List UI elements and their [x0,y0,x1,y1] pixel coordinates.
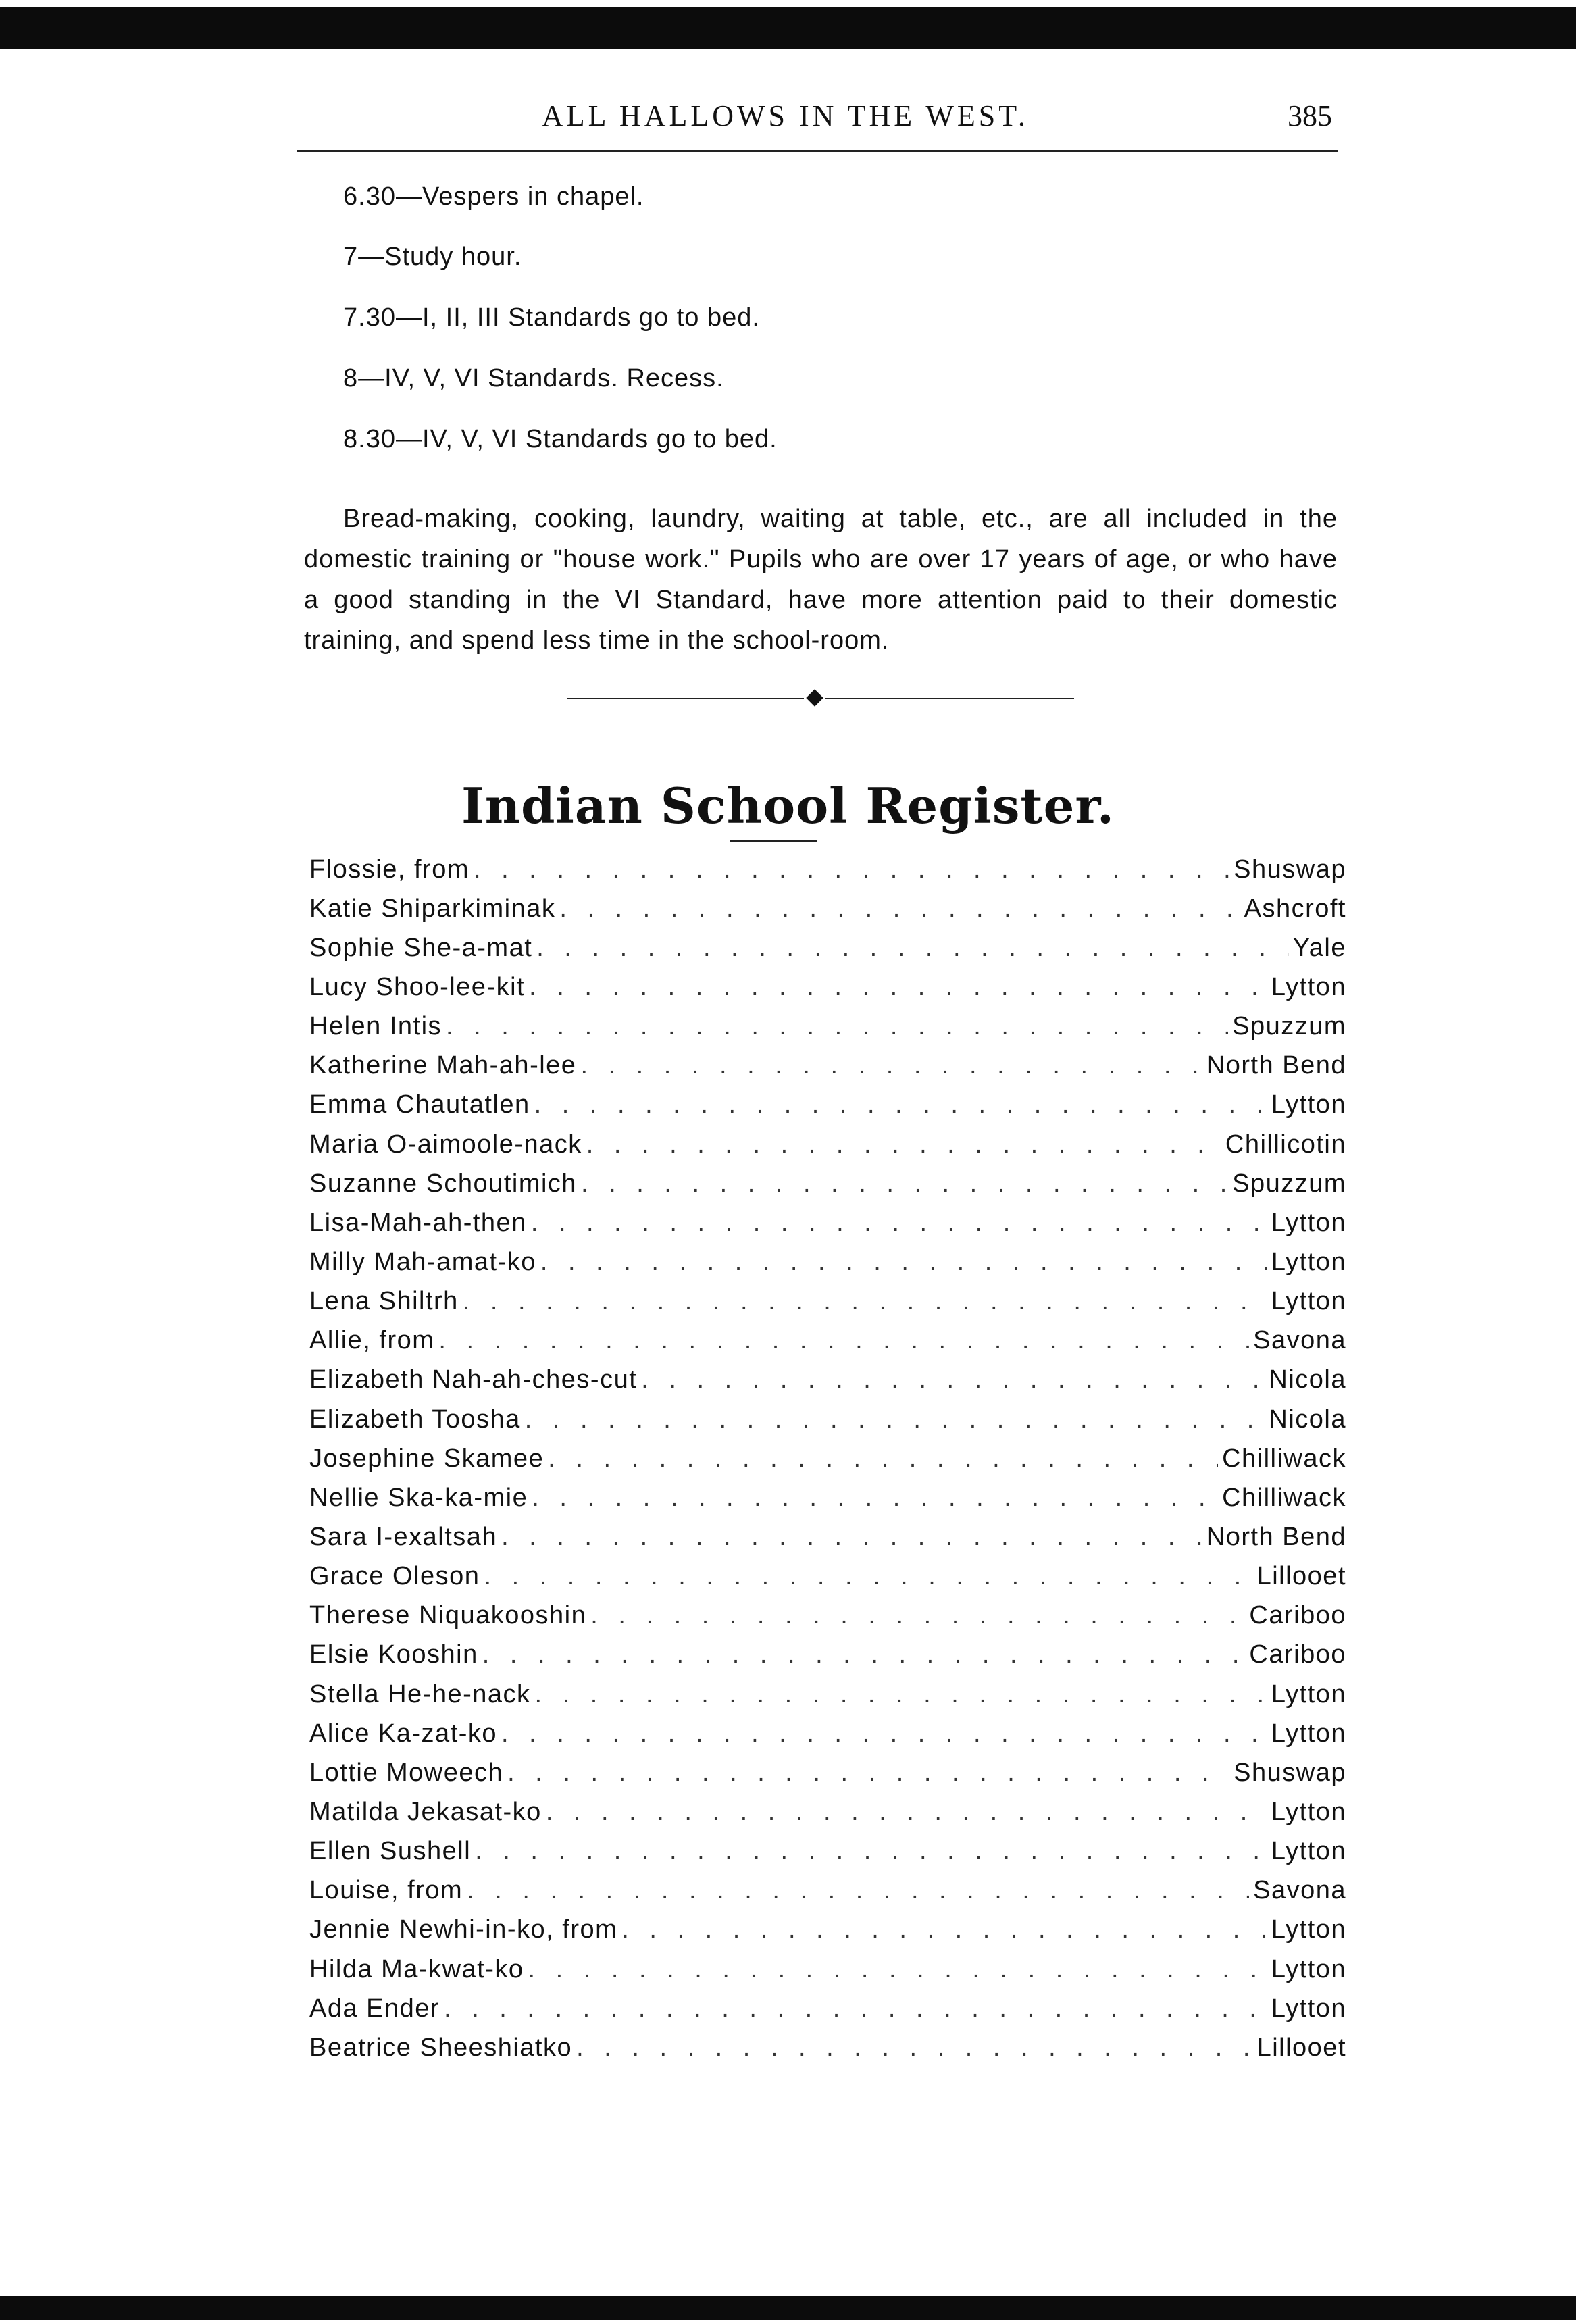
home-place: Chillicotin [1225,1130,1346,1159]
schedule-line: 7.30—I, II, III Standards go to bed. [343,303,760,332]
student-name: Elizabeth Toosha [309,1405,521,1434]
home-place: Lytton [1271,1915,1346,1944]
dot-leader [467,1876,1249,1905]
register-entry [309,1478,1346,1517]
register-entry [309,1832,1346,1871]
student-name: Lena Shiltrh [309,1287,459,1316]
schedule-line: 6.30—Vespers in chapel. [343,182,644,211]
home-place: Lytton [1271,1090,1346,1119]
divider-right-line [825,698,1074,699]
dot-leader [532,1484,1218,1513]
schedule-line: 8—IV, V, VI Standards. Recess. [343,364,724,393]
dot-leader [548,1444,1218,1473]
home-place: North Bend [1206,1051,1346,1080]
dot-leader [531,1209,1267,1238]
bottom-scan-border [0,2296,1576,2320]
home-place: Lytton [1271,1208,1346,1237]
home-place: Savona [1253,1876,1346,1905]
register-heading: Indian School Register. [461,777,1115,834]
dot-leader [444,1994,1267,2023]
dot-leader [446,1012,1228,1041]
dot-leader [474,855,1229,884]
register-entry [309,1361,1346,1400]
heading-rule [730,840,817,842]
student-name: Maria O-aimoole-nack [309,1130,582,1159]
dot-leader [463,1287,1267,1316]
home-place: Spuzzum [1232,1169,1346,1198]
register-entry [309,1989,1346,2028]
dot-leader [621,1915,1267,1944]
home-place: Lillooet [1256,1562,1346,1591]
register-entry [309,1125,1346,1164]
paragraph-text: Bread-making, cooking, laundry, waiting at table, etc., are all included in the domestic training or "house work." Pupils who are over 17 years of age, or who have a good standing in the VI Standard, have more attention paid to their domestic training, and spend less time in the school-room. [304,505,1338,655]
register-entry [309,1675,1346,1714]
register-entry [309,1439,1346,1478]
dot-leader [641,1365,1265,1394]
dot-leader [536,934,1288,963]
student-name: Beatrice Sheeshiatko [309,2033,573,2062]
register-entry [309,2028,1346,2067]
register-entry [309,1636,1346,1675]
student-name: Lisa-Mah-ah-then [309,1208,527,1237]
register-entry [309,967,1346,1007]
home-place: Cariboo [1249,1601,1346,1630]
home-place: Yale [1292,933,1346,962]
student-name: Suzanne Schoutimich [309,1169,578,1198]
register-entry [309,1203,1346,1242]
student-name: Ada Ender [309,1994,440,2023]
diamond-icon [806,689,823,706]
home-place: Shuswap [1234,1758,1346,1787]
dot-leader [475,1837,1267,1866]
home-place: Chilliwack [1222,1483,1346,1512]
register-entry [309,1911,1346,1950]
register-entry [309,1871,1346,1911]
home-place: Nicola [1269,1365,1346,1394]
home-place: Lytton [1271,1719,1346,1748]
domestic-training-paragraph [304,499,1338,661]
student-name: Hilda Ma-kwat-ko [309,1954,524,1984]
register-entry [309,1321,1346,1361]
dot-leader [534,1090,1267,1119]
register-entry [309,1753,1346,1792]
student-name: Therese Niquakooshin [309,1601,587,1630]
page-number: 385 [1288,99,1332,132]
dot-leader [535,1680,1267,1709]
register-entry [309,1046,1346,1086]
register-entry [309,1950,1346,1989]
student-name: Flossie, from [309,855,469,884]
dot-leader [528,1955,1267,1984]
dot-leader [586,1130,1221,1159]
student-name: Helen Intis [309,1012,442,1041]
dot-leader [576,2034,1252,2063]
home-place: Spuzzum [1232,1012,1346,1041]
student-name: Louise, from [309,1876,463,1905]
dot-leader [525,1405,1265,1434]
register-list [309,850,1346,2067]
student-name: Stella He-he-nack [309,1679,531,1709]
schedule-line: 8.30—IV, V, VI Standards go to bed. [343,425,778,453]
student-name: Katie Shiparkiminak [309,894,556,923]
dot-leader [546,1798,1267,1827]
student-name: Milly Mah-amat-ko [309,1247,536,1276]
student-name: Sophie She-a-mat [309,933,533,962]
dot-leader [559,894,1240,924]
student-name: Lucy Shoo-lee-kit [309,972,526,1001]
student-name: Jennie Newhi-in-ko, from [309,1915,618,1944]
home-place: Lytton [1271,972,1346,1001]
register-entry [309,1714,1346,1753]
divider-left-line [567,698,804,699]
home-place: Lytton [1271,1837,1346,1866]
dot-leader [581,1169,1228,1198]
register-entry [309,1557,1346,1596]
student-name: Sara I-exaltsah [309,1522,498,1551]
dot-leader [501,1719,1267,1748]
student-name: Katherine Mah-ah-lee [309,1051,577,1080]
home-place: Lillooet [1256,2033,1346,2062]
register-entry [309,1007,1346,1046]
home-place: Lytton [1271,1954,1346,1984]
register-entry [309,1792,1346,1832]
schedule-line: 7—Study hour. [343,243,522,271]
dot-leader [482,1640,1246,1669]
register-entry [309,889,1346,928]
register-entry [309,1242,1346,1282]
header-rule [297,150,1338,152]
register-entry [309,1400,1346,1439]
register-entry [309,1517,1346,1557]
dot-leader [580,1051,1202,1080]
home-place: Chilliwack [1222,1444,1346,1473]
home-place: Lytton [1271,1287,1346,1316]
dot-leader [590,1601,1245,1630]
home-place: Nicola [1269,1405,1346,1434]
home-place: North Bend [1206,1522,1346,1551]
register-entry [309,1282,1346,1321]
top-scan-border [0,7,1576,49]
student-name: Ellen Sushell [309,1837,472,1866]
home-place: Lytton [1271,1247,1346,1276]
student-name: Nellie Ska-ka-mie [309,1483,528,1512]
running-title: ALL HALLOWS IN THE WEST. [542,99,1029,132]
running-header [297,99,1338,153]
dot-leader [484,1562,1252,1591]
home-place: Cariboo [1249,1640,1346,1669]
home-place: Shuswap [1234,855,1346,884]
dot-leader [501,1523,1202,1552]
home-place: Lytton [1271,1797,1346,1826]
student-name: Josephine Skamee [309,1444,544,1473]
register-entry [309,928,1346,967]
register-entry [309,1164,1346,1203]
home-place: Savona [1253,1326,1346,1355]
student-name: Grace Oleson [309,1562,480,1591]
dot-leader [507,1759,1229,1788]
student-name: Elizabeth Nah-ah-ches-cut [309,1365,638,1394]
student-name: Lottie Moweech [309,1758,504,1787]
student-name: Emma Chautatlen [309,1090,530,1119]
dot-leader [529,973,1267,1002]
student-name: Allie, from [309,1326,435,1355]
dot-leader [540,1248,1267,1277]
register-entry [309,850,1346,889]
home-place: Lytton [1271,1679,1346,1709]
register-entry [309,1086,1346,1125]
home-place: Ashcroft [1244,894,1346,923]
register-entry [309,1596,1346,1636]
home-place: Lytton [1271,1994,1346,2023]
dot-leader [438,1326,1249,1355]
student-name: Alice Ka-zat-ko [309,1719,498,1748]
student-name: Elsie Kooshin [309,1640,478,1669]
student-name: Matilda Jekasat-ko [309,1797,542,1826]
ornament-divider [567,690,1074,707]
